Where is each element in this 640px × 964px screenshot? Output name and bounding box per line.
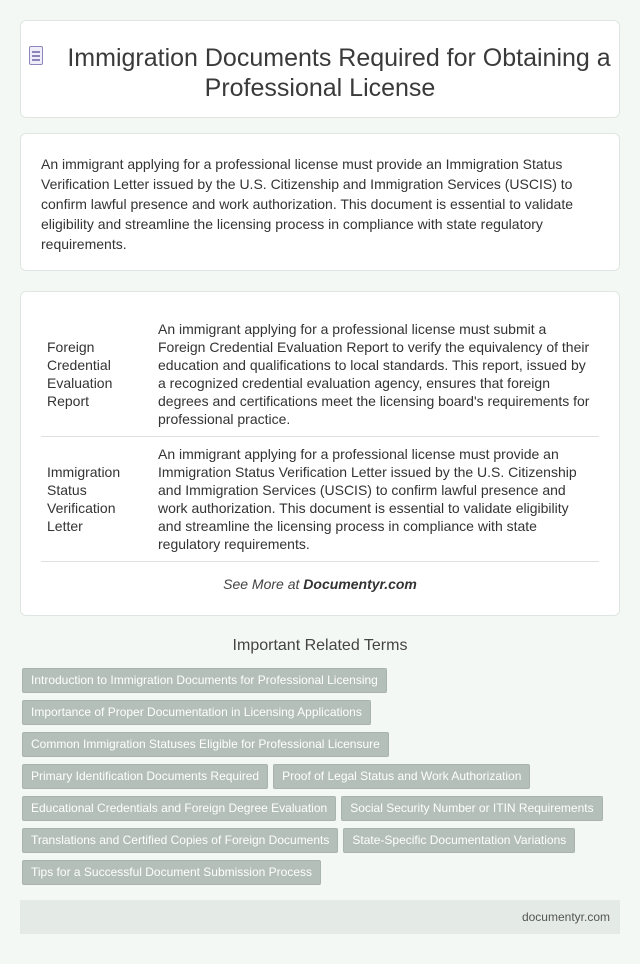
related-term-tag[interactable]: Primary Identification Documents Required	[22, 764, 268, 789]
see-more-prefix: See More at	[223, 576, 304, 592]
related-terms-list	[22, 668, 622, 892]
related-term-tag[interactable]: Translations and Certified Copies of Foreign Documents	[22, 828, 338, 853]
related-term-tag[interactable]: Importance of Proper Documentation in Licensing Applications	[22, 700, 371, 725]
table-row	[41, 437, 599, 562]
page-title: Immigration Documents Required for Obtaining a Professional License	[67, 44, 611, 102]
summary-text: An immigrant applying for a professional license must provide an Immigration Status Verification Letter issued by the U.S. Citizenship and Immigration Services (USCIS) to confirm lawful presence and work authorization. This document is essential to validate eligibility and streamline the licensing process in compliance with state regulatory requirements.	[41, 156, 574, 252]
see-more-link[interactable]: Documentyr.com	[303, 576, 417, 592]
document-term: Foreign Credential Evaluation Report	[41, 312, 156, 437]
related-term-tag[interactable]: Proof of Legal Status and Work Authorization	[273, 764, 530, 789]
footer-site[interactable]: documentyr.com	[521, 910, 610, 924]
documents-card	[20, 291, 620, 616]
footer	[20, 900, 620, 934]
related-term-tag[interactable]: Tips for a Successful Document Submission Process	[22, 860, 321, 885]
related-term-tag[interactable]: Educational Credentials and Foreign Degree Evaluation	[22, 796, 336, 821]
page-title-row	[21, 43, 619, 103]
documents-table	[41, 312, 599, 562]
see-more	[21, 576, 619, 592]
related-terms-title: Important Related Terms	[232, 637, 408, 654]
related-term-tag[interactable]: Introduction to Immigration Documents for Professional Licensing	[22, 668, 387, 693]
document-description: An immigrant applying for a professional license must submit a Foreign Credential Evaluation Report to verify the equivalency of their education and qualifications to local standards. This report, issued by a recognized credential evaluation agency, ensures that foreign degrees and certifications meet the licensing board's requirements for professional practice.	[156, 312, 599, 437]
document-icon	[29, 46, 43, 65]
header-card	[20, 20, 620, 118]
summary-card	[20, 133, 620, 271]
table-row	[41, 312, 599, 437]
related-term-tag[interactable]: State-Specific Documentation Variations	[343, 828, 575, 853]
related-term-tag[interactable]: Social Security Number or ITIN Requirements	[341, 796, 602, 821]
document-term: Immigration Status Verification Letter	[41, 437, 156, 562]
related-term-tag[interactable]: Common Immigration Statuses Eligible for Professional Licensure	[22, 732, 389, 757]
document-description: An immigrant applying for a professional license must provide an Immigration Status Verification Letter issued by the U.S. Citizenship and Immigration Services (USCIS) to confirm lawful presence and work authorization. This document is essential to validate eligibility and streamline the licensing process in compliance with state regulatory requirements.	[156, 437, 599, 562]
